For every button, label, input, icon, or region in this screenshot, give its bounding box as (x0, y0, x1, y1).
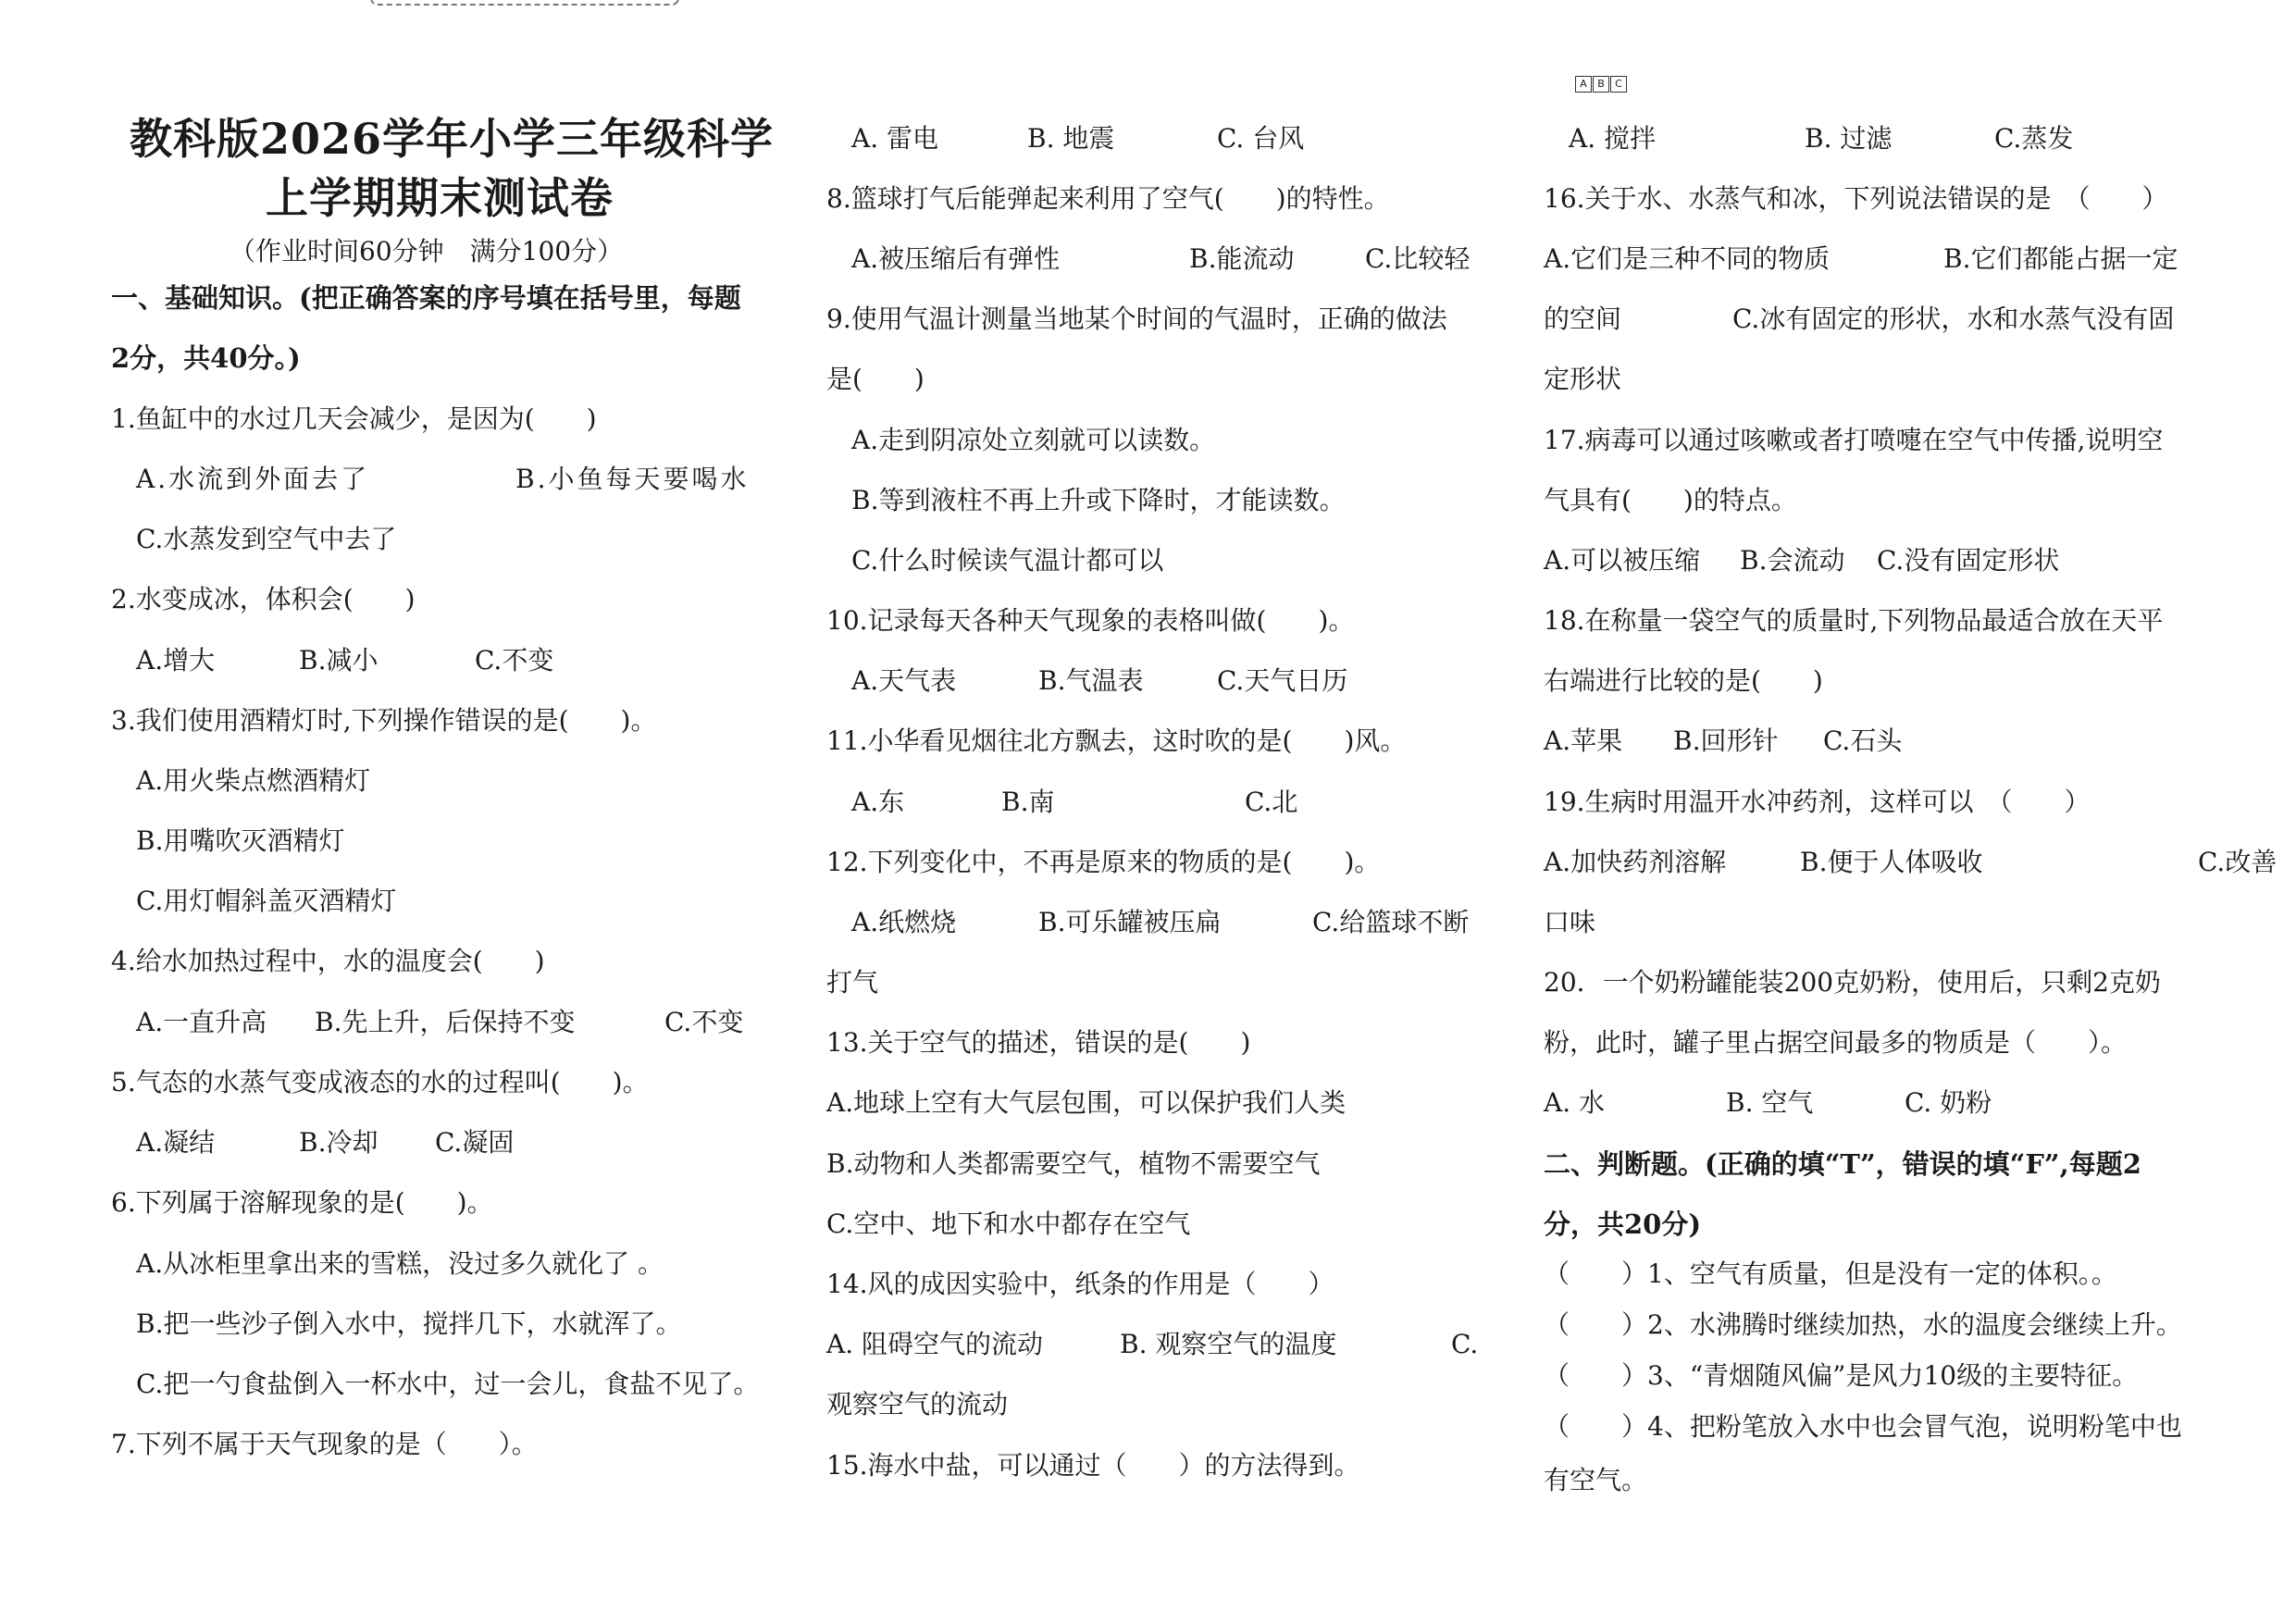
question-17-option-a: A.可以被压缩 (1544, 545, 1701, 576)
judgment-2: （ ）2、水沸腾时继续加热，水的温度会继续上升。 (1544, 1309, 2182, 1340)
question-9-line1: 9.使用气温计测量当地某个时间的气温时，正确的做法 (826, 304, 1447, 334)
question-15-option-b: B. 过滤 (1805, 123, 1893, 154)
question-12-option-c-continued: 打气 (826, 967, 879, 998)
exam-time-score: （作业时间60分钟 满分100分） (230, 236, 624, 267)
question-13-option-c: C.空中、地下和水中都存在空气 (826, 1209, 1191, 1239)
question-8: 8.篮球打气后能弹起来利用了空气( )的特性。 (826, 183, 1390, 214)
question-12: 12.下列变化中，不再是原来的物质的是( )。 (826, 847, 1381, 877)
question-6-option-c: C.把一勺食盐倒入一杯水中，过一会儿，食盐不见了。 (136, 1369, 760, 1399)
question-9-option-a: A.走到阴凉处立刻就可以读数。 (851, 425, 1216, 455)
question-14-option-a: A. 阻碍空气的流动 (826, 1329, 1044, 1359)
judgment-1: （ ）1、空气有质量，但是没有一定的体积。。 (1544, 1258, 2117, 1289)
question-19-option-a: A.加快药剂溶解 (1544, 847, 1727, 877)
question-14: 14.风的成因实验中，纸条的作用是（ ） (826, 1269, 1334, 1299)
section2-heading-line1: 二、判断题。(正确的填“T”，错误的填“F”,每题2 (1544, 1148, 2141, 1180)
question-19-option-c-continued: 口味 (1544, 907, 1596, 937)
question-11: 11.小华看见烟往北方飘去，这时吹的是( )风。 (826, 725, 1407, 756)
question-20-line1: 20．一个奶粉罐能装200克奶粉，使用后，只剩2克奶 (1544, 967, 2161, 998)
question-16-option-c: C.冰有固定的形状，水和水蒸气没有固 (1732, 304, 2175, 334)
question-4-option-a: A.一直升高 (136, 1007, 267, 1037)
question-18-option-b: B.回形针 (1673, 725, 1779, 756)
question-2-option-c: C.不变 (475, 645, 554, 676)
question-12-option-c: C.给篮球不断 (1312, 907, 1470, 937)
question-3-option-b: B.用嘴吹灭酒精灯 (136, 825, 345, 856)
question-16-option-a: A.它们是三种不同的物质 (1544, 243, 1831, 274)
question-18-line1: 18.在称量一袋空气的质量时,下列物品最适合放在天平 (1544, 605, 2164, 636)
column-3 (1536, 0, 2296, 1624)
question-15-option-c: C.蒸发 (1994, 123, 2074, 154)
question-1-option-b: B.小鱼每天要喝水 (515, 464, 750, 494)
question-15-option-a: A. 搅拌 (1569, 123, 1657, 154)
question-5-option-b: B.冷却 (299, 1127, 379, 1158)
question-9-option-b: B.等到液柱不再上升或下降时，才能读数。 (851, 485, 1346, 515)
section1-heading-line2: 2分，共40分。) (111, 342, 301, 374)
question-18-option-c: C.石头 (1823, 725, 1903, 756)
question-9-line2: 是( ) (826, 364, 925, 394)
question-14-option-c: C. (1451, 1329, 1479, 1359)
exam-title-line1: 教科版2026学年小学三年级科学 (130, 114, 775, 164)
question-1: 1.鱼缸中的水过几天会减少，是因为( ) (111, 403, 597, 434)
question-5: 5.气态的水蒸气变成液态的水的过程叫( )。 (111, 1067, 649, 1097)
judgment-3: （ ）3、“青烟随风偏”是风力10级的主要特征。 (1544, 1360, 2139, 1391)
question-12-option-a: A.纸燃烧 (851, 907, 957, 937)
question-8-option-b: B.能流动 (1189, 243, 1295, 274)
question-12-option-b: B.可乐罐被压扁 (1038, 907, 1222, 937)
question-9-option-c: C.什么时候读气温计都可以 (851, 545, 1164, 576)
question-8-option-c: C.比较轻 (1365, 243, 1471, 274)
question-20-option-a: A. 水 (1544, 1087, 1606, 1118)
question-10-option-a: A.天气表 (851, 665, 957, 696)
question-5-option-a: A.凝结 (136, 1127, 216, 1158)
question-17-option-c: C.没有固定形状 (1877, 545, 2060, 576)
question-4-option-c: C.不变 (664, 1007, 744, 1037)
question-17-line1: 17.病毒可以通过咳嗽或者打喷嚏在空气中传播,说明空 (1544, 425, 2164, 455)
question-19-option-b: B.便于人体吸收 (1800, 847, 1983, 877)
question-6-option-b: B.把一些沙子倒入水中，搅拌几下，水就浑了。 (136, 1308, 682, 1339)
question-20-option-b: B. 空气 (1726, 1087, 1814, 1118)
question-13-option-a: A.地球上空有大气层包围，可以保护我们人类 (826, 1087, 1347, 1118)
question-16-option-b: B.它们都能占据一定 (1943, 243, 2178, 274)
question-11-option-c: C.北 (1245, 787, 1298, 817)
question-7-option-a: A. 雷电 (851, 123, 939, 154)
question-1-option-a: A.水流到外面去了 (136, 464, 370, 494)
section2-heading-line2: 分，共20分) (1544, 1209, 1702, 1240)
question-13: 13.关于空气的描述，错误的是( ) (826, 1027, 1251, 1058)
question-11-option-b: B.南 (1001, 787, 1055, 817)
question-10: 10.记录每天各种天气现象的表格叫做( )。 (826, 605, 1355, 636)
question-18-line2: 右端进行比较的是( ) (1544, 665, 1823, 696)
question-10-option-b: B.气温表 (1038, 665, 1144, 696)
question-7-option-c: C. 台风 (1217, 123, 1305, 154)
answer-box-c: C (1610, 76, 1627, 93)
judgment-4-line1: （ ）4、把粉笔放入水中也会冒气泡，说明粉笔中也 (1544, 1411, 2182, 1442)
section1-heading-line1: 一、基础知识。(把正确答案的序号填在括号里，每题 (111, 282, 741, 314)
question-16-option-b-continued: 的空间 (1544, 304, 1622, 334)
question-16-option-c-continued: 定形状 (1544, 364, 1622, 394)
answer-box-b: B (1593, 76, 1609, 93)
question-17-line2: 气具有( )的特点。 (1544, 485, 1797, 515)
question-3-option-a: A.用火柴点燃酒精灯 (136, 765, 371, 796)
question-16: 16.关于水、水蒸气和冰，下列说法错误的是 （ ） (1544, 183, 2168, 214)
question-11-option-a: A.东 (851, 787, 905, 817)
question-2-option-b: B.减小 (299, 645, 379, 676)
question-3: 3.我们使用酒精灯时,下列操作错误的是( )。 (111, 705, 657, 736)
question-2-option-a: A.增大 (136, 645, 216, 676)
question-7-option-b: B. 地震 (1027, 123, 1115, 154)
judgment-4-line2: 有空气。 (1544, 1465, 1648, 1495)
question-17-option-b: B.会流动 (1740, 545, 1845, 576)
question-10-option-c: C.天气日历 (1217, 665, 1348, 696)
question-18-option-a: A.苹果 (1544, 725, 1623, 756)
question-7: 7.下列不属于天气现象的是（ ）。 (111, 1429, 538, 1459)
question-19: 19.生病时用温开水冲药剂，这样可以 （ ） (1544, 787, 2091, 817)
question-19-option-c: C.改善 (2198, 847, 2277, 877)
answer-box-a: A (1575, 76, 1592, 93)
question-13-option-b: B.动物和人类都需要空气，植物不需要空气 (826, 1148, 1321, 1179)
column-1 (0, 0, 796, 1624)
question-14-option-b: B. 观察空气的温度 (1120, 1329, 1337, 1359)
question-6: 6.下列属于溶解现象的是( )。 (111, 1187, 493, 1218)
question-15: 15.海水中盐，可以通过（ ）的方法得到。 (826, 1450, 1360, 1481)
exam-title-line2: 上学期期末测试卷 (266, 173, 614, 223)
question-14-option-c-continued: 观察空气的流动 (826, 1389, 1009, 1419)
question-20-line2: 粉，此时，罐子里占据空间最多的物质是（ ）。 (1544, 1027, 2128, 1058)
question-1-option-c: C.水蒸发到空气中去了 (136, 524, 397, 554)
question-3-option-c: C.用灯帽斜盖灭酒精灯 (136, 886, 397, 916)
question-20-option-c: C. 奶粉 (1905, 1087, 1992, 1118)
question-6-option-a: A.从冰柜里拿出来的雪糕，没过多久就化了 。 (136, 1248, 664, 1279)
column-2 (796, 0, 1536, 1624)
question-4-option-b: B.先上升，后保持不变 (315, 1007, 576, 1037)
question-2: 2.水变成冰，体积会( ) (111, 584, 416, 614)
question-4: 4.给水加热过程中，水的温度会( ) (111, 946, 545, 976)
question-5-option-c: C.凝固 (435, 1127, 515, 1158)
question-8-option-a: A.被压缩后有弹性 (851, 243, 1061, 274)
